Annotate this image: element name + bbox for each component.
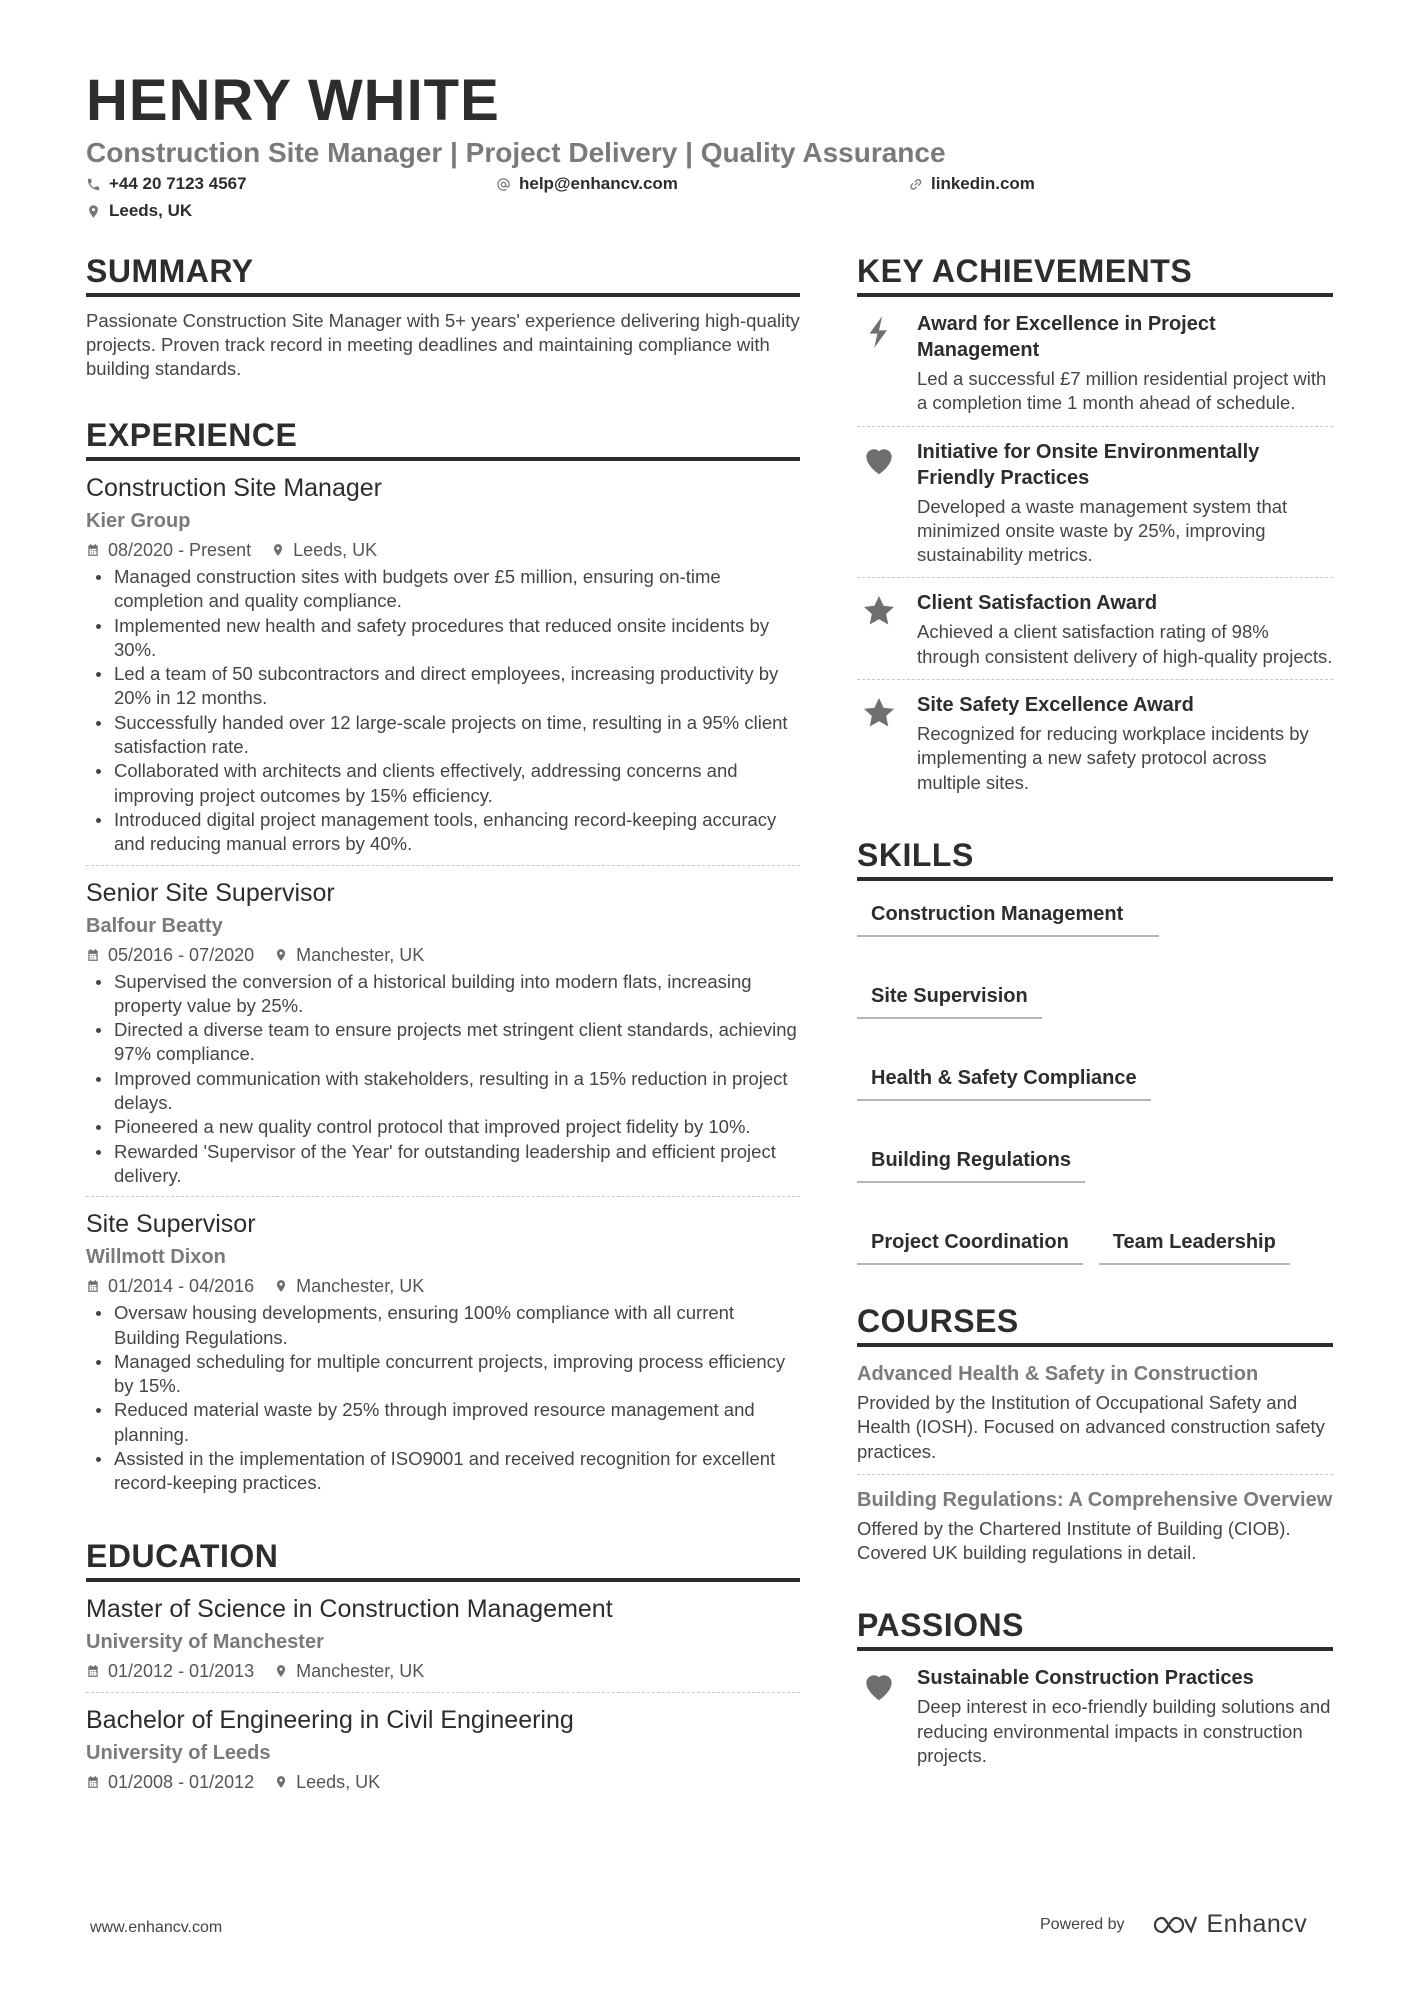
achievement-desc: Led a successful £7 million residential project with a completion time 1 month ahead of schedule. <box>917 368 1327 414</box>
school-name: University of Leeds <box>86 1741 271 1764</box>
education-location: Manchester, UK <box>296 1660 425 1681</box>
calendar-icon <box>86 1775 100 1789</box>
skills-heading: SKILLS <box>857 839 1333 881</box>
job-title: Site Supervisor <box>86 1210 256 1239</box>
footer-website[interactable]: www.enhancv.com <box>90 1919 223 1936</box>
location-pin-icon <box>86 204 101 219</box>
powered-by-text: Powered by <box>1040 1915 1125 1933</box>
contact-linkedin[interactable] <box>908 174 1035 194</box>
location-pin-icon <box>274 948 288 962</box>
course-desc: Offered by the Chartered Institute of Building (CIOB). Covered UK building regulations in detail. <box>857 1517 1291 1564</box>
passion-desc: Deep interest in eco-friendly building solutions and reducing environmental impacts in construction projects. <box>917 1696 1331 1767</box>
calendar-icon <box>86 948 100 962</box>
bullet: Introduced digital project management tools, enhancing record-keeping accuracy and reducing manual errors by 40%. <box>86 808 800 857</box>
job-location: Leeds, UK <box>293 540 378 560</box>
achievement-title: Client Satisfaction Award <box>917 592 1158 615</box>
summary-heading: SUMMARY <box>86 255 800 297</box>
skill-tag: Team Leadership <box>1099 1227 1290 1265</box>
job-dates: 05/2016 - 07/2020 <box>108 944 255 965</box>
skills-list <box>857 881 1333 1265</box>
star-icon <box>860 694 898 732</box>
job-dates: 08/2020 - Present <box>108 540 252 560</box>
location-pin-icon <box>274 1775 288 1789</box>
skill-tag: Construction Management <box>857 899 1159 937</box>
passions-heading: PASSIONS <box>857 1609 1333 1651</box>
bullet: Led a team of 50 subcontractors and direct employees, increasing productivity by 20% in 12 months. <box>86 662 800 711</box>
school-name: University of Manchester <box>86 1630 324 1653</box>
phone-text: +44 20 7123 4567 <box>109 174 247 193</box>
bullet: Supervised the conversion of a historical building into modern flats, increasing property value by 25%. <box>86 970 800 1019</box>
job-entry <box>86 865 800 1197</box>
company-name: Balfour Beatty <box>86 914 223 937</box>
bullet: Successfully handed over 12 large-scale projects on time, resulting in a 95% client satisfaction rate. <box>86 711 800 760</box>
bullet: Collaborated with architects and clients effectively, addressing concerns and improving project outcomes by 15% efficiency. <box>86 759 800 808</box>
company-name: Kier Group <box>86 510 191 532</box>
heart-icon <box>860 1667 898 1705</box>
contact-phone[interactable] <box>86 174 247 194</box>
passion-title: Sustainable Construction Practices <box>917 1667 1254 1690</box>
achievement-item <box>857 679 1333 805</box>
company-name: Willmott Dixon <box>86 1246 226 1269</box>
achievement-desc: Recognized for reducing workplace incidents by implementing a new safety protocol across multiple sites. <box>917 723 1309 793</box>
footer-branding <box>1040 1910 1307 1939</box>
location-text: Leeds, UK <box>109 201 193 220</box>
skill-tag: Site Supervision <box>857 981 1042 1019</box>
summary-section <box>86 255 800 381</box>
skill-tag: Building Regulations <box>857 1145 1085 1183</box>
job-entry <box>86 1196 800 1503</box>
course-title: Advanced Health & Safety in Construction <box>857 1362 1259 1385</box>
courses-section <box>857 1302 1333 1575</box>
job-location: Manchester, UK <box>296 1276 425 1297</box>
bullet: Oversaw housing developments, ensuring 100% compliance with all current Building Regulations. <box>86 1301 800 1350</box>
job-entry <box>86 471 800 865</box>
achievement-title: Site Safety Excellence Award <box>917 694 1194 717</box>
job-bullets <box>86 970 800 1189</box>
passions-section <box>857 1609 1333 1778</box>
calendar-icon <box>86 1279 100 1293</box>
achievement-desc: Achieved a client satisfaction rating of 98% through consistent delivery of high-quality projects. <box>917 621 1333 667</box>
contact-location <box>86 201 192 221</box>
email-text: help@enhancv.com <box>519 174 678 193</box>
achievement-item <box>857 299 1333 426</box>
skill-tag: Health & Safety Compliance <box>857 1063 1151 1101</box>
candidate-title: Construction Site Manager | Project Delivery | Quality Assurance <box>86 137 946 168</box>
linkedin-text: linkedin.com <box>931 174 1035 193</box>
job-meta <box>86 1273 800 1299</box>
achievement-title: Award for Excellence in Project Management <box>917 313 1216 361</box>
bullet: Reduced material waste by 25% through improved resource management and planning. <box>86 1398 800 1447</box>
right-column <box>857 255 1333 1778</box>
education-meta <box>86 1658 800 1684</box>
contact-email[interactable] <box>496 174 678 194</box>
phone-icon <box>86 177 101 192</box>
bullet: Managed scheduling for multiple concurrent projects, improving process efficiency by 15%. <box>86 1350 800 1399</box>
education-dates: 01/2012 - 01/2013 <box>108 1660 255 1681</box>
degree-title: Master of Science in Construction Management <box>86 1594 613 1623</box>
job-bullets <box>86 1301 800 1495</box>
lightning-icon <box>860 313 898 351</box>
location-pin-icon <box>274 1664 288 1678</box>
job-title: Senior Site Supervisor <box>86 878 335 907</box>
education-meta <box>86 1769 800 1795</box>
heart-icon <box>860 441 898 479</box>
achievement-item <box>857 426 1333 578</box>
calendar-icon <box>86 543 100 557</box>
enhancv-logo-icon <box>1151 1913 1197 1937</box>
calendar-icon <box>86 1664 100 1678</box>
left-column <box>86 255 800 1803</box>
bullet: Directed a diverse team to ensure projects met stringent client standards, achieving 97% compliance. <box>86 1018 800 1067</box>
job-meta <box>86 537 800 563</box>
link-icon <box>908 177 923 192</box>
passion-item <box>857 1653 1333 1778</box>
summary-text: Passionate Construction Site Manager with 5+ years' experience delivering high-quality projects. Proven track record in meeting deadlines and maintaining compliance with building standards. <box>86 310 800 379</box>
bullet: Rewarded 'Supervisor of the Year' for outstanding leadership and efficient project delivery. <box>86 1140 800 1189</box>
achievements-section <box>857 255 1333 805</box>
education-entry <box>86 1592 800 1692</box>
location-pin-icon <box>271 543 285 557</box>
candidate-name: HENRY WHITE <box>86 68 500 133</box>
job-meta <box>86 942 800 968</box>
job-dates: 01/2014 - 04/2016 <box>108 1276 255 1297</box>
degree-title: Bachelor of Engineering in Civil Engineering <box>86 1705 574 1734</box>
brand-name: Enhancv <box>1206 1910 1308 1938</box>
education-dates: 01/2008 - 01/2012 <box>108 1771 255 1792</box>
achievements-heading: KEY ACHIEVEMENTS <box>857 255 1333 297</box>
job-location: Manchester, UK <box>296 944 425 965</box>
at-icon <box>496 177 511 192</box>
star-icon <box>860 592 898 630</box>
bullet: Improved communication with stakeholders, resulting in a 15% reduction in project delays. <box>86 1067 800 1116</box>
courses-heading: COURSES <box>857 1305 1333 1347</box>
course-item <box>857 1349 1333 1474</box>
achievement-desc: Developed a waste management system that minimized onsite waste by 25%, improving sustainability metrics. <box>917 495 1288 566</box>
experience-heading: EXPERIENCE <box>86 419 800 461</box>
education-section <box>86 1537 800 1803</box>
course-desc: Provided by the Institution of Occupational Safety and Health (IOSH). Focused on advanced construction safety practices. <box>857 1391 1325 1462</box>
skills-section <box>857 836 1333 1265</box>
brand-logo[interactable] <box>1151 1910 1308 1939</box>
job-title: Construction Site Manager <box>86 474 382 502</box>
education-entry <box>86 1692 800 1803</box>
experience-section <box>86 419 800 1504</box>
education-location: Leeds, UK <box>296 1771 381 1792</box>
course-title: Building Regulations: A Comprehensive Overview <box>857 1488 1333 1511</box>
location-pin-icon <box>274 1279 288 1293</box>
bullet: Managed construction sites with budgets over £5 million, ensuring on-time completion and quality compliance. <box>86 565 800 614</box>
job-bullets <box>86 565 800 857</box>
achievement-title: Initiative for Onsite Environmentally Friendly Practices <box>917 440 1260 489</box>
bullet: Pioneered a new quality control protocol that improved project fidelity by 10%. <box>86 1115 800 1139</box>
skill-tag: Project Coordination <box>857 1227 1083 1265</box>
achievement-item <box>857 577 1333 679</box>
education-heading: EDUCATION <box>86 1540 800 1582</box>
bullet: Implemented new health and safety procedures that reduced onsite incidents by 30%. <box>86 614 800 663</box>
course-item <box>857 1474 1333 1576</box>
bullet: Assisted in the implementation of ISO9001 and received recognition for excellent record-keeping practices. <box>86 1447 800 1496</box>
